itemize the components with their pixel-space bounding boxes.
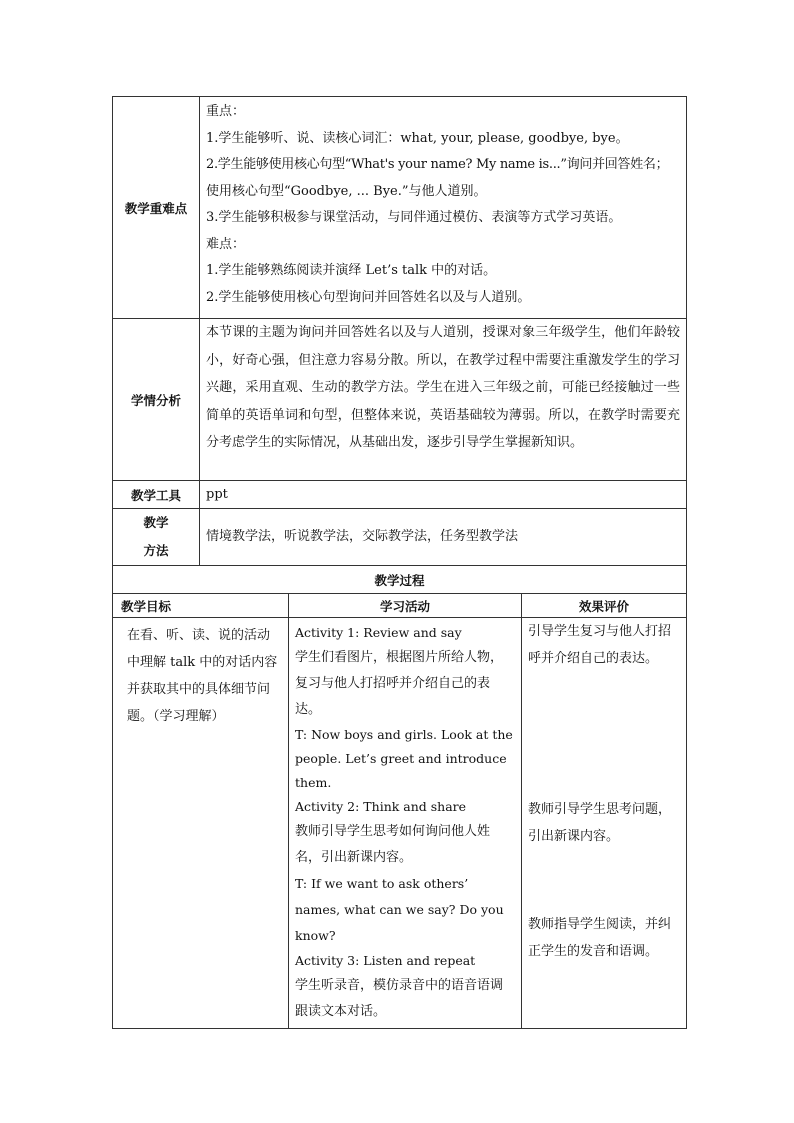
key-points-line: 使用核心句型“Goodbye, ... Bye.”与他人道别。 (206, 183, 487, 199)
methods-label-line: 方法 (143, 543, 169, 558)
activity-title: Activity 3: Listen and repeat (295, 953, 476, 968)
methods-label (113, 509, 200, 566)
effects-cell (522, 618, 687, 1029)
lesson-plan-table (112, 96, 687, 1029)
process-title: 教学过程 (113, 566, 687, 594)
key-points-label: 教学重难点 (113, 97, 200, 319)
methods-row (113, 509, 687, 566)
process-body-row (113, 618, 687, 1029)
key-points-line: 难点： (206, 236, 246, 252)
effect-spacer (528, 672, 680, 796)
activity-header: 学习活动 (289, 594, 522, 618)
goal-header: 教学目标 (113, 594, 289, 618)
lesson-plan-page (112, 96, 686, 1029)
activity-desc: 教师引导学生思考如何询问他人姓名，引出新课内容。 (295, 824, 491, 865)
methods-label-line: 教学 (143, 515, 169, 530)
key-points-content (200, 97, 687, 319)
teacher-line: T: Now boys and girls. Look at the people. Let’s greet and introduce them. (295, 727, 513, 790)
activities-cell (289, 618, 522, 1029)
key-points-line: 重点： (206, 104, 246, 119)
key-points-row (113, 97, 687, 319)
effect-text: 教师指导学生阅读，并纠正学生的发音和语调。 (528, 917, 672, 959)
tools-label: 教学工具 (113, 481, 200, 509)
effect-text: 引导学生复习与他人打招呼并介绍自己的表达。 (528, 624, 672, 666)
effect-header: 效果评价 (522, 594, 687, 618)
key-points-line: 2.学生能够使用核心句型询问并回答姓名以及与人道别。 (206, 289, 531, 305)
activity-title: Activity 1: Review and say (295, 625, 462, 640)
key-points-line: 2.学生能够使用核心句型“What's your name? My name is...”询问并回答姓名； (206, 157, 669, 172)
activity-desc: 学生们看图片，根据图片所给人物，复习与他人打招呼并介绍自己的表达。 (295, 650, 504, 717)
analysis-text: 本节课的主题为询问并回答姓名以及与人道别，授课对象三年级学生，他们年龄较小，好奇心强，但注意力容易分散。所以，在教学过程中需要注重激发学生的学习兴趣，采用直观、生动的教学方法。学生在进入三年级之前，可能已经接触过一些简单的英语单词和句型，但整体来说，英语基础较为薄弱。所以，在教学时需要充分考虑学生的实际情况，从基础出发，逐步引导学生掌握新知识。 (200, 319, 687, 481)
tools-value: ppt (200, 481, 687, 509)
analysis-row (113, 319, 687, 481)
process-header-row (113, 594, 687, 618)
process-title-row (113, 566, 687, 594)
analysis-label: 学情分析 (113, 319, 200, 481)
methods-value: 情境教学法，听说教学法，交际教学法，任务型教学法 (200, 509, 687, 566)
effect-spacer (528, 850, 680, 911)
key-points-line: 1.学生能够听、说、读核心词汇：what, your, please, goodbye, bye。 (206, 130, 629, 146)
learning-goal: 在看、听、读、说的活动中理解 talk 中的对话内容并获取其中的具体细节问题。（学习理解） (113, 618, 289, 1029)
teacher-line: T: If we want to ask others’ names, what can we say? Do you know? (295, 876, 504, 943)
key-points-line: 3.学生能够积极参与课堂活动，与同伴通过模仿、表演等方式学习英语。 (206, 210, 622, 225)
tools-row (113, 481, 687, 509)
key-points-line: 1.学生能够熟练阅读并演绎 Let’s talk 中的对话。 (206, 263, 497, 278)
activity-desc: 学生听录音，模仿录音中的语音语调跟读文本对话。 (295, 978, 504, 1019)
effect-text: 教师引导学生思考问题，引出新课内容。 (528, 802, 672, 844)
activity-title: Activity 2: Think and share (295, 799, 467, 814)
